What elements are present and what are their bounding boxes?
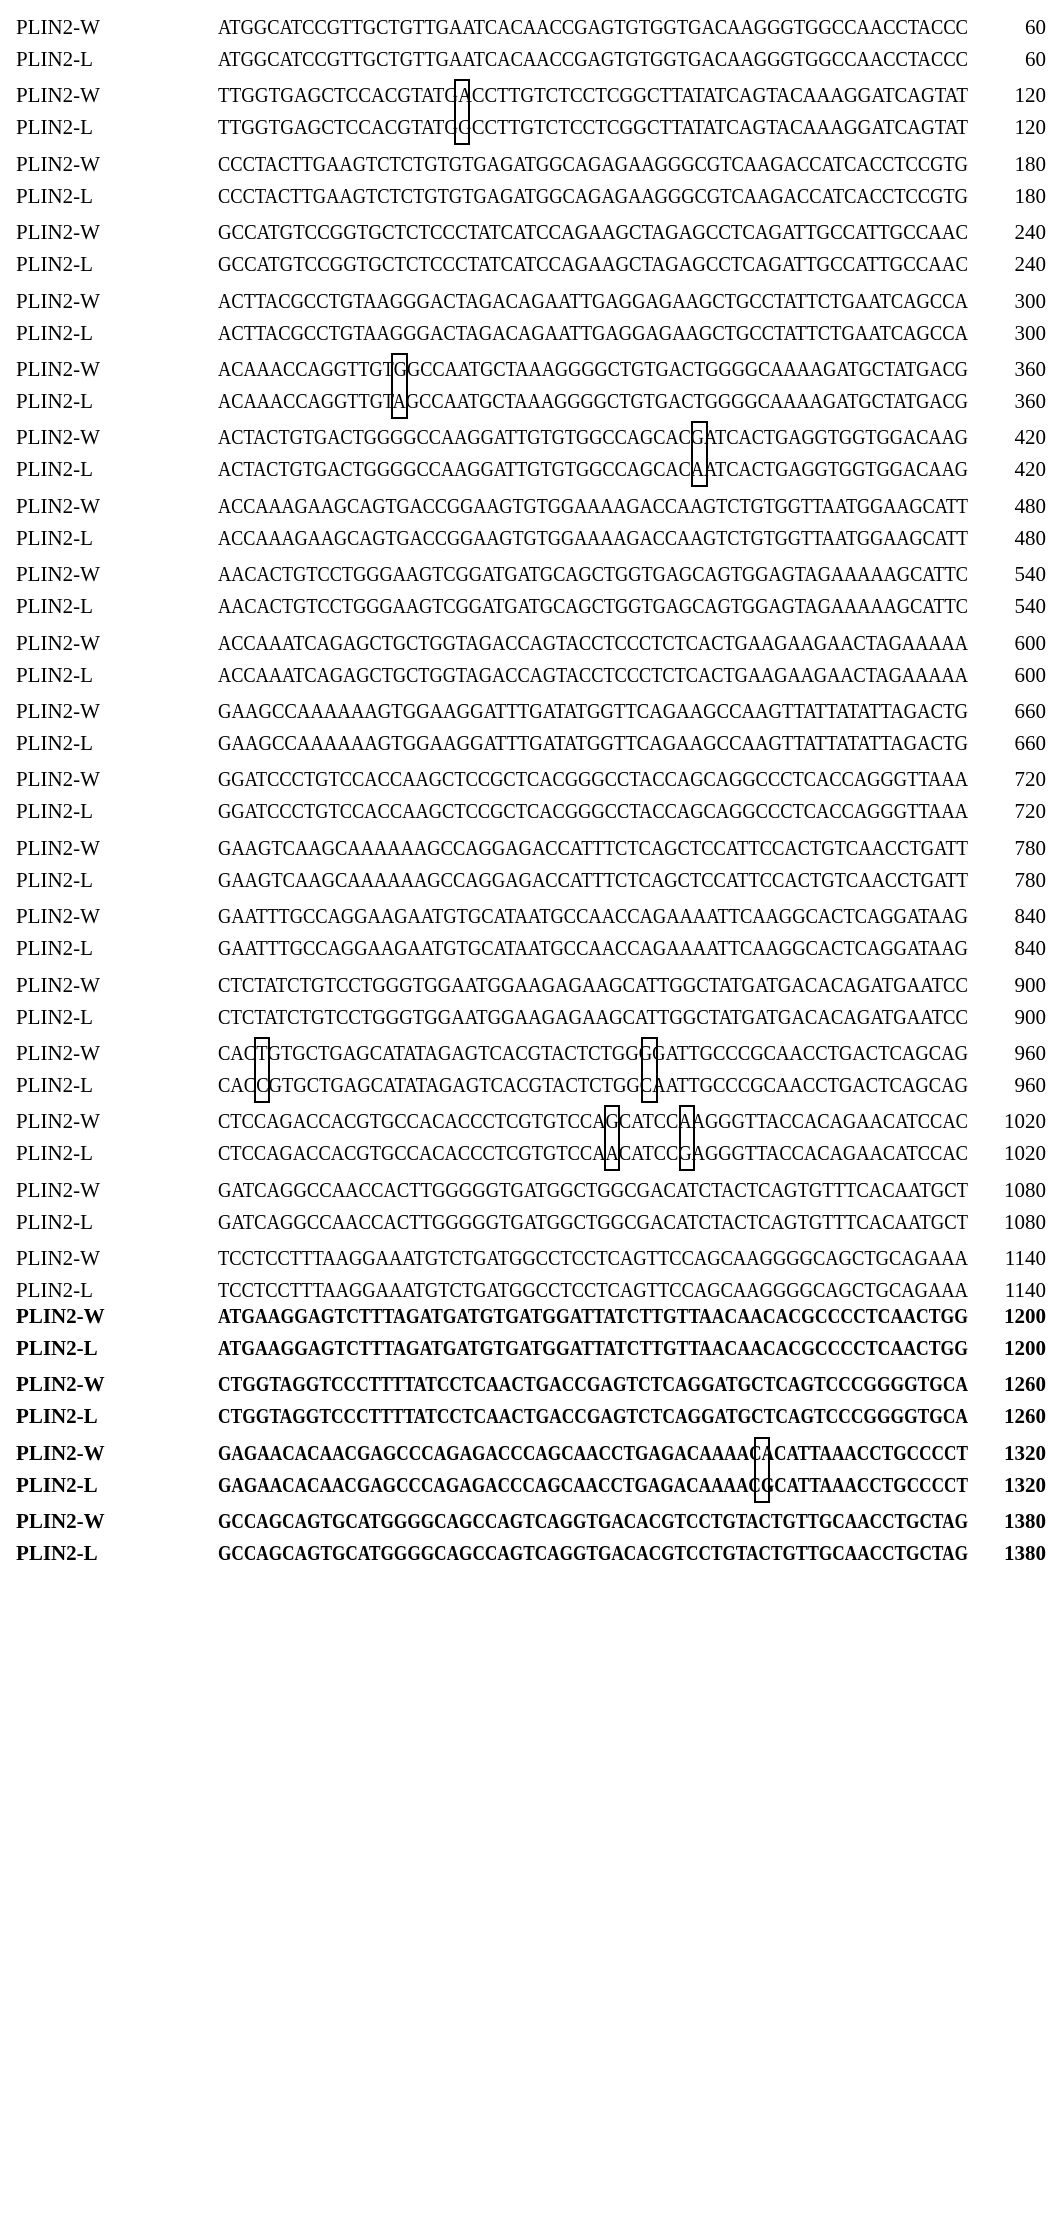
sequence-label: PLIN2-W <box>16 151 100 176</box>
sequence-text: GCCAGCAGTGCATGGGGCAGCCAGTCAGGTGACACGTCCTGTACTGTTGCAACCTGCTAG <box>218 1541 968 1566</box>
alignment-block <box>0 626 1060 696</box>
sequence-text: ACCAAATCAGAGCTGCTGGTAGACCAGTACCTCCCTCTCACTGAAGAAGAACTAGAAAAA <box>218 630 968 655</box>
position-number: 60 <box>1025 47 1046 71</box>
sequence-text: CACCGTGCTGAGCATATAGAGTCACGTACTCTGGCAATTGCCCGCAACCTGACTCAGCAG <box>218 1073 968 1097</box>
position-number: 360 <box>1014 389 1046 413</box>
sequence-row-w <box>0 1104 1060 1138</box>
sequence-text: ACCAAATCAGAGCTGCTGGTAGACCAGTACCTCCCTCTCACTGAAGAAGAACTAGAAAAA <box>218 662 968 687</box>
sequence-row-l <box>0 247 1060 281</box>
alignment-block <box>0 147 1060 217</box>
sequence-text: GCCATGTCCGGTGCTCTCCCTATCATCCAGAAGCTAGAGCCTCAGATTGCCATTGCCAAC <box>218 220 968 245</box>
sequence-text: GAATTTGCCAGGAAGAATGTGCATAATGCCAACCAGAAAATTCAAGGCACTCAGGATAAG <box>218 936 968 961</box>
position-number: 1380 <box>1004 1541 1046 1566</box>
sequence-row-w <box>0 1241 1060 1275</box>
position-number: 1200 <box>1004 1336 1046 1360</box>
position-number: 900 <box>1014 1004 1046 1029</box>
sequence-row-l <box>0 1331 1060 1365</box>
alignment-block <box>0 694 1060 764</box>
position-number: 480 <box>1014 525 1046 550</box>
sequence-text: CACTGTGCTGAGCATATAGAGTCACGTACTCTGGGGATTGCCCGCAACCTGACTCAGCAG <box>218 1041 968 1065</box>
sequence-label: PLIN2-W <box>16 562 100 587</box>
alignment-block <box>0 284 1060 354</box>
sequence-label: PLIN2-W <box>16 1041 100 1065</box>
sequence-text: GAGAACACAACGAGCCCAGAGACCCAGCAACCTGAGACAAAACGCATTAAACCTGCCCCT <box>218 1472 968 1497</box>
sequence-label: PLIN2-W <box>16 425 100 450</box>
sequence-row-l <box>0 658 1060 692</box>
position-number: 540 <box>1014 562 1046 587</box>
alignment-block <box>0 762 1060 832</box>
sequence-text: ATGGCATCCGTTGCTGTTGAATCACAACCGAGTGTGGTGACAAGGGTGGCCAACCTACCC <box>218 47 968 71</box>
alignment-block <box>0 352 1060 422</box>
sequence-label: PLIN2-L <box>16 731 93 755</box>
sequence-label: PLIN2-W <box>16 1509 105 1534</box>
sequence-text: AACACTGTCCTGGGAAGTCGGATGATGCAGCTGGTGAGCAGTGGAGTAGAAAAAGCATTC <box>218 594 968 619</box>
sequence-row-l <box>0 1468 1060 1502</box>
sequence-row-l <box>0 794 1060 828</box>
sequence-text: CCCTACTTGAAGTCTCTGTGTGAGATGGCAGAGAAGGGCGTCAAGACCATCACCTCCGTG <box>218 183 968 208</box>
position-number: 1020 <box>1004 1141 1046 1166</box>
sequence-label: PLIN2-W <box>16 699 100 723</box>
position-number: 300 <box>1014 288 1046 313</box>
sequence-label: PLIN2-L <box>16 1404 98 1429</box>
position-number: 600 <box>1014 662 1046 687</box>
sequence-label: PLIN2-W <box>16 904 100 929</box>
position-number: 660 <box>1014 699 1046 723</box>
sequence-label: PLIN2-W <box>16 767 100 792</box>
sequence-row-w <box>0 1436 1060 1470</box>
alignment-block <box>0 1036 1060 1106</box>
position-number: 180 <box>1014 183 1046 208</box>
sequence-row-l <box>0 42 1060 76</box>
sequence-text: ACAAACCAGGTTGTAGCCAATGCTAAAGGGGCTGTGACTGGGGCAAAAGATGCTATGACG <box>218 389 968 413</box>
position-number: 360 <box>1014 357 1046 381</box>
sequence-label: PLIN2-W <box>16 288 100 313</box>
sequence-text: TCCTCCTTTAAGGAAATGTCTGATGGCCTCCTCAGTTCCAGCAAGGGGCAGCTGCAGAAA <box>218 1278 968 1303</box>
position-number: 840 <box>1014 904 1046 929</box>
sequence-label: PLIN2-L <box>16 183 93 208</box>
sequence-row-w <box>0 831 1060 865</box>
sequence-row-w <box>0 352 1060 386</box>
sequence-row-w <box>0 694 1060 728</box>
position-number: 1380 <box>1004 1509 1046 1534</box>
sequence-label: PLIN2-W <box>16 493 100 518</box>
position-number: 1140 <box>1004 1246 1046 1271</box>
position-number: 840 <box>1014 936 1046 961</box>
sequence-text: CTCTATCTGTCCTGGGTGGAATGGAAGAGAAGCATTGGCTATGATGACACAGATGAATCC <box>218 1004 968 1029</box>
sequence-text: GATCAGGCCAACCACTTGGGGGTGATGGCTGGCGACATCTACTCAGTGTTTCACAATGCT <box>218 1209 968 1234</box>
alignment-block <box>0 215 1060 285</box>
sequence-row-l <box>0 1000 1060 1034</box>
sequence-label: PLIN2-L <box>16 1141 93 1166</box>
alignment-block <box>0 1104 1060 1174</box>
position-number: 1080 <box>1004 1209 1046 1234</box>
sequence-label: PLIN2-L <box>16 662 93 687</box>
sequence-text: ACAAACCAGGTTGTGGCCAATGCTAAAGGGGCTGTGACTGGGGCAAAAGATGCTATGACG <box>218 357 968 381</box>
sequence-row-w <box>0 1367 1060 1401</box>
alignment-block <box>0 899 1060 969</box>
sequence-text: CTCCAGACCACGTGCCACACCCTCGTGTCCAGCATCCAAGGGTTACCACAGAACATCCAC <box>218 1109 968 1134</box>
position-number: 1320 <box>1004 1472 1046 1497</box>
position-number: 1200 <box>1004 1304 1046 1328</box>
sequence-text: CTCTATCTGTCCTGGGTGGAATGGAAGAGAAGCATTGGCTATGATGACACAGATGAATCC <box>218 972 968 997</box>
position-number: 720 <box>1014 799 1046 824</box>
alignment-block <box>0 1504 1060 1574</box>
sequence-label: PLIN2-W <box>16 630 100 655</box>
sequence-text: GGATCCCTGTCCACCAAGCTCCGCTCACGGGCCTACCAGCAGGCCCTCACCAGGGTTAAA <box>218 767 968 792</box>
alignment-block <box>0 831 1060 901</box>
sequence-row-l <box>0 1536 1060 1570</box>
position-number: 1260 <box>1004 1404 1046 1429</box>
sequence-row-l <box>0 863 1060 897</box>
sequence-text: GAAGCCAAAAAAGTGGAAGGATTTGATATGGTTCAGAAGCCAAGTTATTATATTAGACTG <box>218 731 968 755</box>
sequence-text: CTCCAGACCACGTGCCACACCCTCGTGTCCAACATCCGAGGGTTACCACAGAACATCCAC <box>218 1141 968 1166</box>
sequence-row-l <box>0 1399 1060 1433</box>
sequence-label: PLIN2-L <box>16 1004 93 1029</box>
sequence-text: ATGAAGGAGTCTTTAGATGATGTGATGGATTATCTTGTTAACAACACGCCCCTCAACTGG <box>218 1304 968 1328</box>
sequence-label: PLIN2-L <box>16 47 93 71</box>
sequence-label: PLIN2-L <box>16 457 93 482</box>
sequence-row-w <box>0 762 1060 796</box>
sequence-label: PLIN2-W <box>16 835 100 860</box>
sequence-row-w <box>0 1173 1060 1207</box>
sequence-label: PLIN2-L <box>16 1209 93 1234</box>
position-number: 420 <box>1014 425 1046 450</box>
alignment-block <box>0 1367 1060 1437</box>
sequence-label: PLIN2-L <box>16 525 93 550</box>
sequence-label: PLIN2-W <box>16 1440 105 1465</box>
sequence-row-w <box>0 147 1060 181</box>
sequence-row-l <box>0 316 1060 350</box>
sequence-text: CTGGTAGGTCCCTTTTATCCTCAACTGACCGAGTCTCAGGATGCTCAGTCCCGGGGTGCA <box>218 1372 968 1397</box>
position-number: 1080 <box>1004 1177 1046 1202</box>
sequence-row-w <box>0 284 1060 318</box>
sequence-label: PLIN2-L <box>16 389 93 413</box>
sequence-label: PLIN2-L <box>16 1472 98 1497</box>
alignment-block <box>0 968 1060 1038</box>
sequence-label: PLIN2-L <box>16 115 93 140</box>
position-number: 120 <box>1014 115 1046 140</box>
alignment-block <box>0 10 1060 80</box>
sequence-row-w <box>0 78 1060 112</box>
sequence-text: TTGGTGAGCTCCACGTATGACCTTGTCTCCTCGGCTTATATCAGTACAAAGGATCAGTAT <box>218 83 968 108</box>
sequence-text: ACCAAAGAAGCAGTGACCGGAAGTGTGGAAAAGACCAAGTCTGTGGTTAATGGAAGCATT <box>218 525 968 550</box>
position-number: 1320 <box>1004 1440 1046 1465</box>
sequence-text: GATCAGGCCAACCACTTGGGGGTGATGGCTGGCGACATCTACTCAGTGTTTCACAATGCT <box>218 1177 968 1202</box>
sequence-row-l <box>0 110 1060 144</box>
position-number: 120 <box>1014 83 1046 108</box>
position-number: 420 <box>1014 457 1046 482</box>
sequence-text: ATGGCATCCGTTGCTGTTGAATCACAACCGAGTGTGGTGACAAGGGTGGCCAACCTACCC <box>218 15 968 39</box>
sequence-text: GCCAGCAGTGCATGGGGCAGCCAGTCAGGTGACACGTCCTGTACTGTTGCAACCTGCTAG <box>218 1509 968 1534</box>
sequence-row-l <box>0 384 1060 418</box>
sequence-label: PLIN2-W <box>16 1304 105 1328</box>
alignment-block <box>0 1299 1060 1369</box>
sequence-text: CTGGTAGGTCCCTTTTATCCTCAACTGACCGAGTCTCAGGATGCTCAGTCCCGGGGTGCA <box>218 1404 968 1429</box>
sequence-label: PLIN2-L <box>16 320 93 345</box>
position-number: 300 <box>1014 320 1046 345</box>
sequence-row-l <box>0 452 1060 486</box>
sequence-row-l <box>0 1205 1060 1239</box>
sequence-row-w <box>0 420 1060 454</box>
sequence-text: ACTTACGCCTGTAAGGGACTAGACAGAATTGAGGAGAAGCTGCCTATTCTGAATCAGCCA <box>218 320 968 345</box>
sequence-label: PLIN2-L <box>16 1541 98 1566</box>
position-number: 600 <box>1014 630 1046 655</box>
sequence-text: GGATCCCTGTCCACCAAGCTCCGCTCACGGGCCTACCAGCAGGCCCTCACCAGGGTTAAA <box>218 799 968 824</box>
sequence-row-l <box>0 1136 1060 1170</box>
sequence-text: GAAGTCAAGCAAAAAAGCCAGGAGACCATTTCTCAGCTCCATTCCACTGTCAACCTGATT <box>218 835 968 860</box>
sequence-row-w <box>0 557 1060 591</box>
sequence-text: GAAGCCAAAAAAGTGGAAGGATTTGATATGGTTCAGAAGCCAAGTTATTATATTAGACTG <box>218 699 968 723</box>
alignment-block <box>0 1436 1060 1506</box>
sequence-label: PLIN2-L <box>16 1278 93 1303</box>
sequence-row-l <box>0 521 1060 555</box>
position-number: 780 <box>1014 867 1046 892</box>
sequence-text: ACCAAAGAAGCAGTGACCGGAAGTGTGGAAAAGACCAAGTCTGTGGTTAATGGAAGCATT <box>218 493 968 518</box>
sequence-row-w <box>0 10 1060 44</box>
sequence-row-w <box>0 1299 1060 1333</box>
sequence-text: GAGAACACAACGAGCCCAGAGACCCAGCAACCTGAGACAAAACACATTAAACCTGCCCCT <box>218 1440 968 1465</box>
position-number: 240 <box>1014 220 1046 245</box>
sequence-text: AACACTGTCCTGGGAAGTCGGATGATGCAGCTGGTGAGCAGTGGAGTAGAAAAAGCATTC <box>218 562 968 587</box>
position-number: 540 <box>1014 594 1046 619</box>
sequence-label: PLIN2-W <box>16 1177 100 1202</box>
position-number: 1260 <box>1004 1372 1046 1397</box>
sequence-row-w <box>0 899 1060 933</box>
position-number: 180 <box>1014 151 1046 176</box>
sequence-label: PLIN2-W <box>16 15 100 39</box>
sequence-row-w <box>0 215 1060 249</box>
position-number: 60 <box>1025 15 1046 39</box>
position-number: 960 <box>1014 1041 1046 1065</box>
sequence-label: PLIN2-W <box>16 1372 105 1397</box>
sequence-label: PLIN2-L <box>16 936 93 961</box>
sequence-text: ACTACTGTGACTGGGGCCAAGGATTGTGTGGCCAGCACGATCACTGAGGTGGTGGACAAG <box>218 425 968 450</box>
position-number: 480 <box>1014 493 1046 518</box>
position-number: 900 <box>1014 972 1046 997</box>
alignment-block <box>0 1173 1060 1243</box>
sequence-label: PLIN2-W <box>16 1246 100 1271</box>
sequence-text: TCCTCCTTTAAGGAAATGTCTGATGGCCTCCTCAGTTCCAGCAAGGGGCAGCTGCAGAAA <box>218 1246 968 1271</box>
sequence-label: PLIN2-L <box>16 594 93 619</box>
sequence-row-l <box>0 179 1060 213</box>
sequence-text: GAAGTCAAGCAAAAAAGCCAGGAGACCATTTCTCAGCTCCATTCCACTGTCAACCTGATT <box>218 867 968 892</box>
position-number: 1140 <box>1004 1278 1046 1303</box>
sequence-row-l <box>0 931 1060 965</box>
sequence-text: ACTACTGTGACTGGGGCCAAGGATTGTGTGGCCAGCACAATCACTGAGGTGGTGGACAAG <box>218 457 968 482</box>
sequence-row-w <box>0 1504 1060 1538</box>
sequence-label: PLIN2-W <box>16 357 100 381</box>
alignment-block <box>0 78 1060 148</box>
position-number: 960 <box>1014 1073 1046 1097</box>
sequence-label: PLIN2-W <box>16 1109 100 1134</box>
alignment-block <box>0 420 1060 490</box>
position-number: 660 <box>1014 731 1046 755</box>
sequence-row-w <box>0 1036 1060 1070</box>
position-number: 1020 <box>1004 1109 1046 1134</box>
sequence-row-w <box>0 626 1060 660</box>
sequence-row-w <box>0 968 1060 1002</box>
sequence-text: TTGGTGAGCTCCACGTATGGCCTTGTCTCCTCGGCTTATATCAGTACAAAGGATCAGTAT <box>218 115 968 140</box>
sequence-row-l <box>0 726 1060 760</box>
sequence-text: GCCATGTCCGGTGCTCTCCCTATCATCCAGAAGCTAGAGCCTCAGATTGCCATTGCCAAC <box>218 252 968 277</box>
alignment-block <box>0 489 1060 559</box>
sequence-label: PLIN2-L <box>16 1336 98 1360</box>
position-number: 240 <box>1014 252 1046 277</box>
sequence-label: PLIN2-W <box>16 83 100 108</box>
position-number: 720 <box>1014 767 1046 792</box>
sequence-text: CCCTACTTGAAGTCTCTGTGTGAGATGGCAGAGAAGGGCGTCAAGACCATCACCTCCGTG <box>218 151 968 176</box>
sequence-label: PLIN2-L <box>16 867 93 892</box>
sequence-row-w <box>0 489 1060 523</box>
alignment-block <box>0 557 1060 627</box>
position-number: 780 <box>1014 835 1046 860</box>
sequence-label: PLIN2-W <box>16 220 100 245</box>
sequence-label: PLIN2-L <box>16 1073 93 1097</box>
sequence-text: ATGAAGGAGTCTTTAGATGATGTGATGGATTATCTTGTTAACAACACGCCCCTCAACTGG <box>218 1336 968 1360</box>
sequence-text: ACTTACGCCTGTAAGGGACTAGACAGAATTGAGGAGAAGCTGCCTATTCTGAATCAGCCA <box>218 288 968 313</box>
sequence-row-l <box>0 1068 1060 1102</box>
sequence-label: PLIN2-L <box>16 799 93 824</box>
sequence-label: PLIN2-W <box>16 972 100 997</box>
sequence-row-l <box>0 589 1060 623</box>
sequence-label: PLIN2-L <box>16 252 93 277</box>
sequence-text: GAATTTGCCAGGAAGAATGTGCATAATGCCAACCAGAAAATTCAAGGCACTCAGGATAAG <box>218 904 968 929</box>
